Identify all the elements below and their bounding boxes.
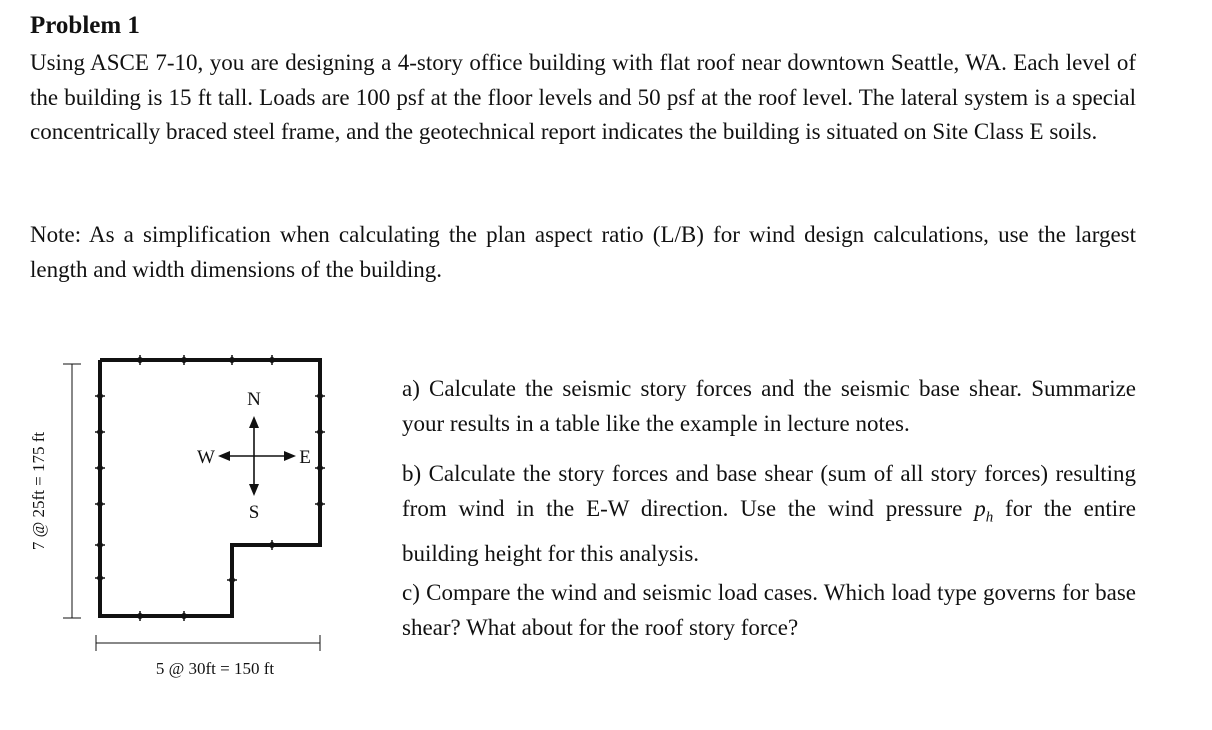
connection-dot (182, 358, 186, 362)
connection-dot (98, 430, 102, 434)
problem-title: Problem 1 (30, 12, 140, 39)
connection-dot (138, 614, 142, 618)
question-b-text-before: b) Calculate the story forces and base shear (sum of all story forces) resulting from wind in the E-W direction. Use the wind pressure (402, 461, 1136, 521)
question-c: c) Compare the wind and seismic load cases. Which load type governs for base shear? What about for the roof story force? (402, 580, 1136, 640)
question-a: a) Calculate the seismic story forces and the seismic base shear. Summarize your results in a table like the example in lecture notes. (402, 376, 1136, 436)
connection-dot (230, 358, 234, 362)
east-arrow-icon (284, 451, 296, 461)
horizontal-dimension-label: 5 @ 30ft = 150 ft (155, 659, 275, 678)
connection-dot (230, 578, 234, 582)
grid-marks (95, 355, 325, 621)
connection-dot (270, 358, 274, 362)
compass-north-label: N (247, 389, 261, 410)
question-b-text-after: for the entire building height for this analysis. (402, 496, 1137, 566)
problem-note: Note: As a simplification when calculating the plan aspect ratio (L/B) for wind design calculations, use the largest length and width dimensions of the building. (30, 222, 1136, 282)
compass-west-label: W (197, 447, 215, 468)
compass-south-label: S (248, 502, 260, 523)
connection-dot (138, 358, 142, 362)
vertical-dimension-label: 7 @ 25ft = 175 ft (29, 431, 48, 551)
connection-dot (98, 394, 102, 398)
connection-dot (98, 466, 102, 470)
vertical-dimension (63, 364, 81, 618)
north-arrow-icon (249, 416, 259, 428)
compass-rose (197, 389, 311, 523)
connection-dot (318, 466, 322, 470)
west-arrow-icon (218, 451, 230, 461)
connection-dot (98, 576, 102, 580)
connection-dot (318, 502, 322, 506)
compass-east-label: E (299, 447, 311, 468)
horizontal-dimension (96, 635, 320, 651)
south-arrow-icon (249, 484, 259, 496)
connection-dot (270, 543, 274, 547)
connection-dot (182, 614, 186, 618)
problem-intro: Using ASCE 7-10, you are designing a 4-story office building with flat roof near downtown Seattle, WA. Each level of the building is 15 ft tall. Loads are 100 psf at the floor levels and 50 psf at the roof level. The lateral system is a special concentrically braced steel frame, and the geotechnical report indicates the building is situated on Site Class E soils. (30, 50, 1136, 144)
connection-dot (318, 430, 322, 434)
connection-dot (318, 394, 322, 398)
connection-dot (98, 502, 102, 506)
building-outline (100, 360, 320, 616)
connection-dot (98, 543, 102, 547)
wind-pressure-symbol: $p_h$ (974, 496, 994, 526)
